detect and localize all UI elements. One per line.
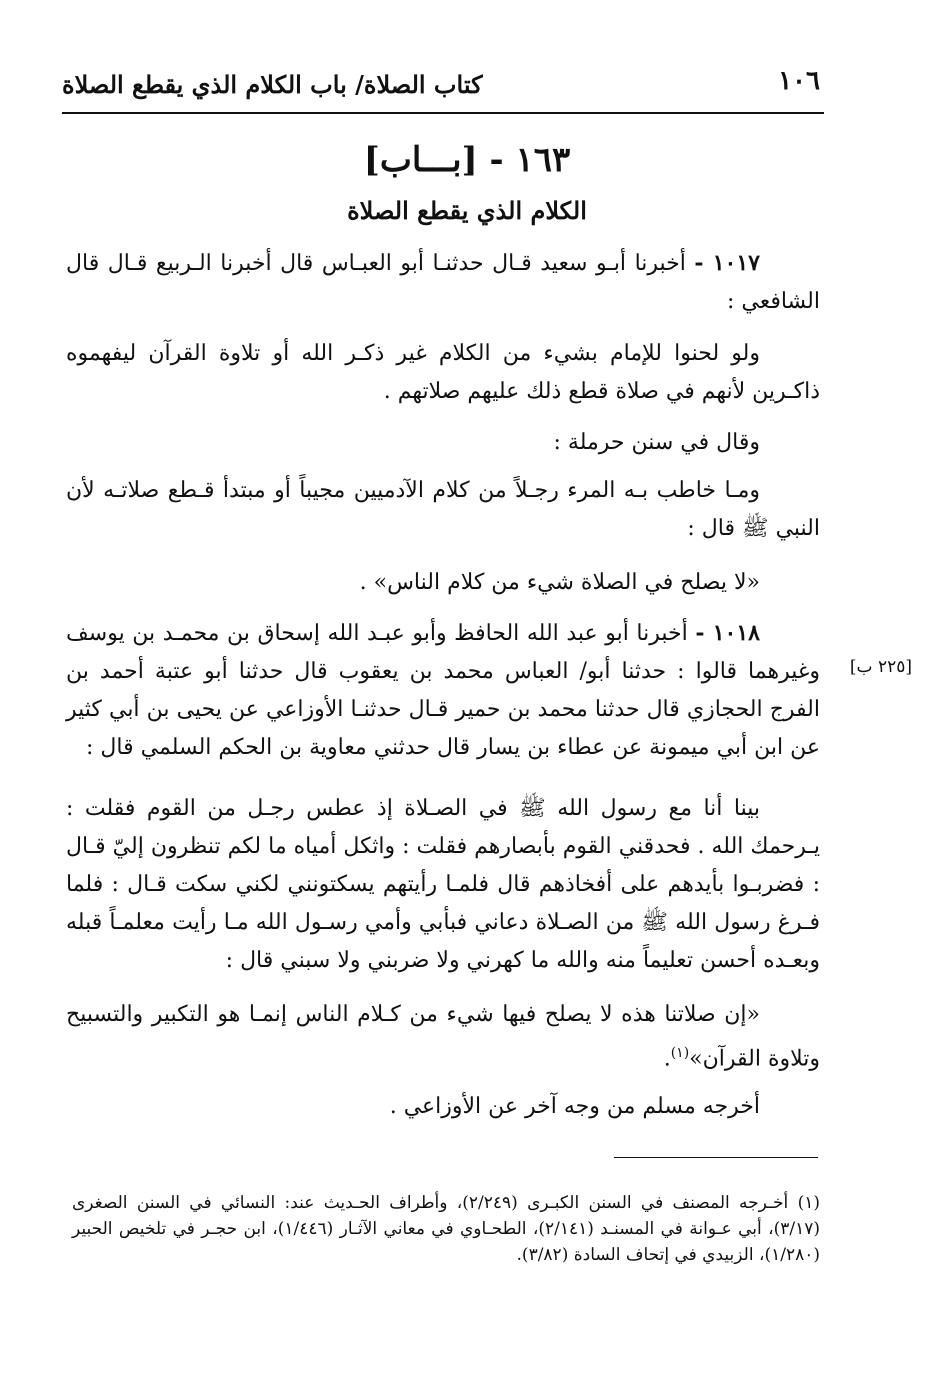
- prophetic-quote-1: [66, 564, 820, 602]
- paragraph-text: ولو لحنوا للإمام بشيء من الكلام غير ذكـر الله أو تلاوة القرآن ليفهموه ذاكـرين لأنهم في صلاة قطع ذلك عليهم صلاتهم .: [66, 341, 820, 404]
- paragraph-text: بينا أنا مع رسول الله ﷺ في الصـلاة إذ عطس رجـل من القوم فقلت : يـرحمك الله . فحدقني القوم بأبصارهم فقلت : واثكل أمياه ما لكم تنظرون إليّ قـال : فضربـوا بأيدهم على أفخاذهم قال فلمـا رأيتهم يسكتونني لكني سكت قـال : فلما فـرغ رسول الله ﷺ من الصـلاة دعاني فبأبي وأمي رسـول الله مـا رأيت معلمـاً قبله وبعـده أحسن تعليماً منه والله ما كهرني ولا ضربني ولا سبني قال :: [66, 796, 820, 973]
- isnad-text: أخبرنا أبو عبد الله الحافظ وأبو عبـد الله إسحاق بن محمـد بن يوسف وغيرهما قالوا : حدثنا أبو/ العباس محمد بن يعقوب قال حدثنا أبو عتبة أحمد بن الفرج الحجازي قال حدثنا محمد بن حمير قـال حدثنـا الأوزاعي عن يحيى بن أبي كثير عن ابن أبي ميمونة عن عطاء بن يسار قال حدثني معاوية بن الحكم السلمي قال :: [66, 621, 820, 760]
- paragraph-text: وقال في سنن حرملة :: [553, 430, 760, 455]
- hadith-1017: [66, 244, 820, 321]
- paragraph-lahanu: [66, 335, 820, 411]
- prophetic-quote-2: [66, 996, 820, 1078]
- footnote-1: (١) أخـرجه المصنف في السنن الكبـرى (٢/٢٤٩)، وأطراف الحـديث عند: النسائي في السنن الصغرى (٣/١٧)، أبي عـوانة في المسنـد (٢/١٤١)، الطحـاوي في معاني الآثـار (١/٤٤٦)، ابن حجـر في تلخيص الحبير (١/٢٨٠)، الزبيدي في إتحاف السادة (٣/٨٢).: [72, 1193, 820, 1265]
- isnad-text: أخبرنا أبـو سعيد قـال حدثنـا أبو العبـاس قال أخبرنا الـربيع قـال قال الشافعي :: [66, 251, 820, 314]
- quote-text: [66, 996, 820, 1078]
- footnote-divider: [614, 1157, 818, 1158]
- chapter-heading: ١٦٣ - [بـــاب]: [363, 140, 571, 180]
- page-number: ١٠٦: [778, 66, 820, 96]
- footnotes: [72, 1190, 820, 1268]
- hadith-number: ١٠١٧ -: [694, 250, 760, 276]
- hadith-number: ١٠١٨ -: [695, 620, 760, 646]
- quote-end: .: [663, 1046, 671, 1072]
- quote-text: «لا يصلح في الصلاة شيء من كلام الناس» .: [359, 570, 760, 595]
- paragraph-khataba: [66, 472, 820, 548]
- paragraph-harmala: [66, 424, 820, 462]
- paragraph-akhraja: [66, 1088, 820, 1126]
- paragraph-text: أخرجه مسلم من وجه آخر عن الأوزاعي .: [389, 1094, 760, 1119]
- footnote-marker[interactable]: (١): [670, 1045, 690, 1061]
- paragraph-text: ومـا خاطب بـه المرء رجـلاً من كلام الآدميين مجيباً أو مبتدأ قـطع صلاتـه لأن النبي ﷺ قال :: [66, 478, 820, 541]
- chapter-subtitle: الكلام الذي يقطع الصلاة: [347, 196, 587, 225]
- quote-body: «إن صلاتنا هذه لا يصلح فيها شيء من كـلام الناس إنمـا هو التكبير والتسبيح وتلاوة القرآن»: [66, 1002, 820, 1072]
- manuscript-folio-note: [٢٢٥ ب]: [849, 657, 912, 677]
- hadith-1018-isnad: [66, 614, 820, 767]
- hadith-1018: [66, 614, 820, 767]
- running-title: كتاب الصلاة/ باب الكلام الذي يقطع الصلاة: [62, 70, 483, 99]
- hadith-1017-isnad: [66, 244, 820, 321]
- page-header: [62, 62, 824, 114]
- paragraph-bayna: [66, 790, 820, 980]
